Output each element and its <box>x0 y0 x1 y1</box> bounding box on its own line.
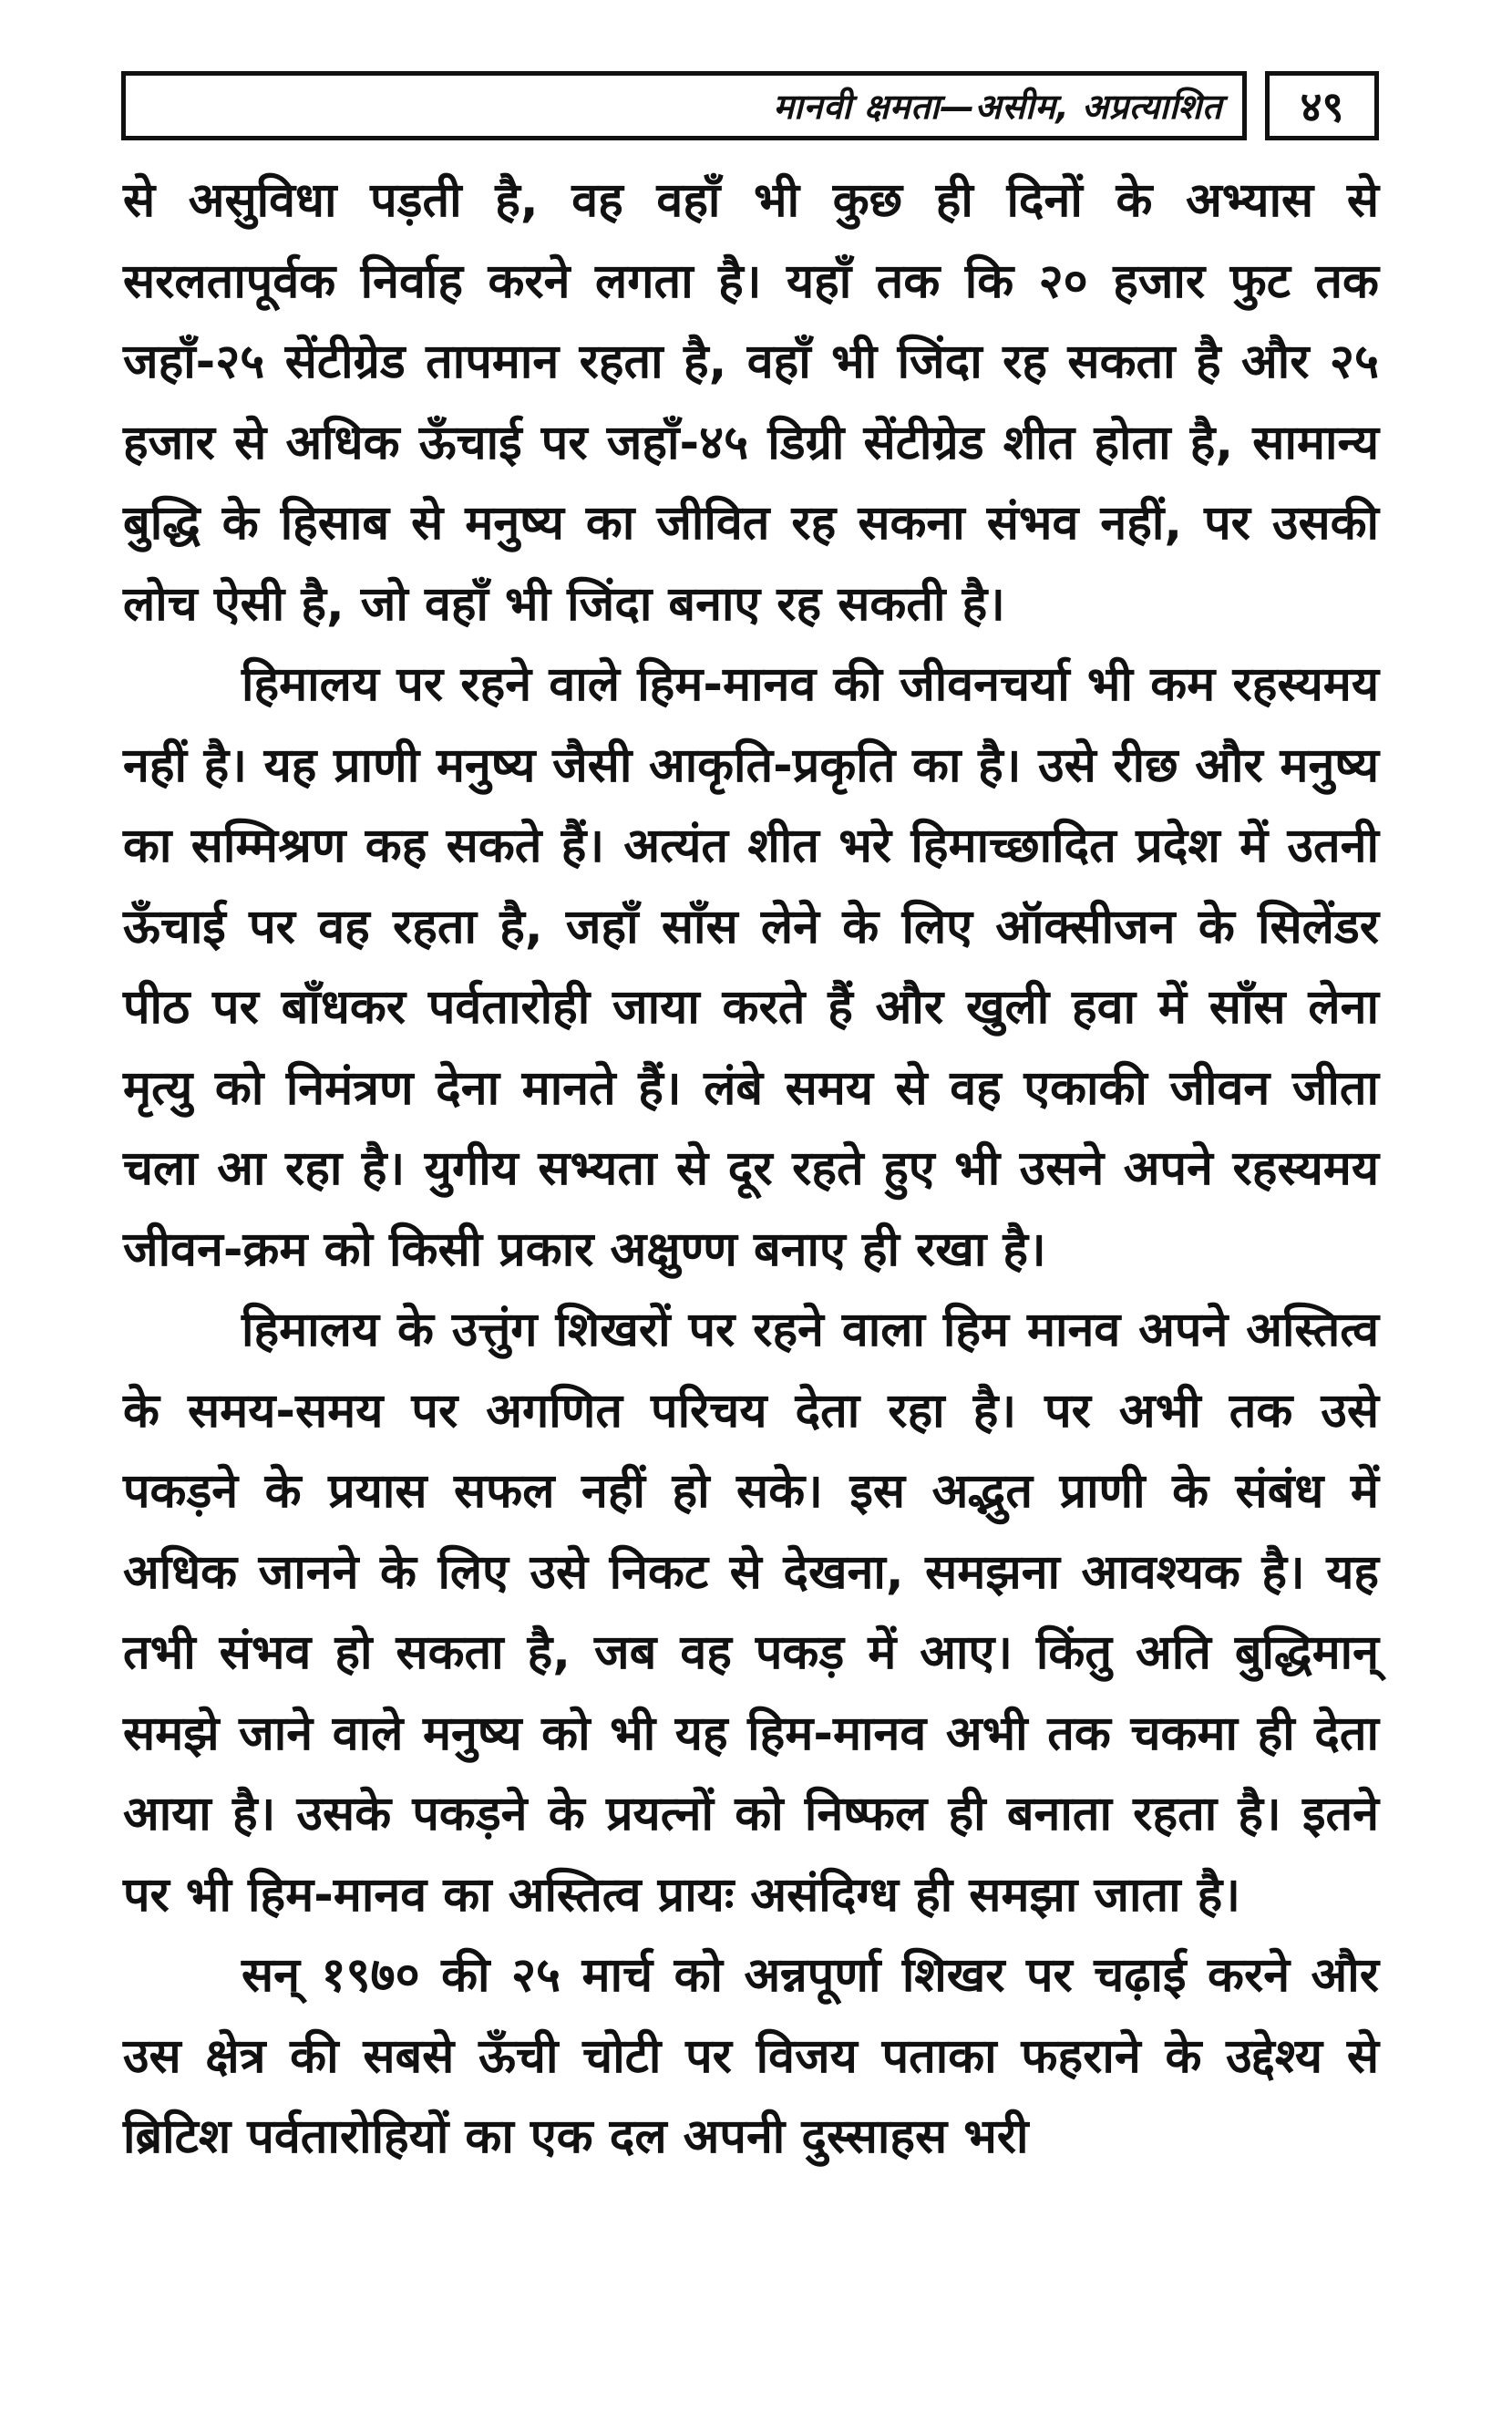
page-header <box>121 71 1379 144</box>
paragraph-annapurna-expedition: सन् १९७० की २५ मार्च को अन्नपूर्णा शिखर पर चढ़ाई करने और उस क्षेत्र की सबसे ऊँची चोटी पर विजय पताका फहराने के उद्देश्य से ब्रिटिश पर्वतारोहियों का एक दल अपनी दुस्साहस भरी <box>123 1948 1379 2164</box>
running-title-box <box>121 71 1247 140</box>
page-number-box <box>1265 71 1379 140</box>
paragraph-capture-attempts: हिमालय के उत्तुंग शिखरों पर रहने वाला हिम मानव अपने अस्तित्व के समय-समय पर अगणित परिचय देता रहा है। पर अभी तक उसे पकड़ने के प्रयास सफल नहीं हो सके। इस अद्भुत प्राणी के संबंध में अधिक जानने के लिए उसे निकट से देखना, समझना आवश्यक है। यह तभी संभव हो सकता है, जब वह पकड़ में आए। किंतु अति बुद्धिमान् समझे जाने वाले मनुष्य को भी यह हिम-मानव अभी तक चकमा ही देता आया है। उसके पकड़ने के प्रयत्नों को निष्फल ही बनाता रहता है। इतने पर भी हिम-मानव का अस्तित्व प्रायः असंदिग्ध ही समझा जाता है। <box>123 1303 1379 1923</box>
paragraph-continued: से असुविधा पड़ती है, वह वहाँ भी कुछ ही दिनों के अभ्यास से सरलतापूर्वक निर्वाह करने लगता है। यहाँ तक कि २० हजार फुट तक जहाँ-२५ सेंटीग्रेड तापमान रहता है, वहाँ भी जिंदा रह सकता है और २५ हजार से अधिक ऊँचाई पर जहाँ-४५ डिग्री सेंटीग्रेड शीत होता है, सामान्य बुद्धि के हिसाब से मनुष्य का जीवित रह सकना संभव नहीं, पर उसकी लोच ऐसी है, जो वहाँ भी जिंदा बनाए रह सकती है। <box>123 173 1379 632</box>
paragraph-himalaya-snowman: हिमालय पर रहने वाले हिम-मानव की जीवनचर्या भी कम रहस्यमय नहीं है। यह प्राणी मनुष्य जैसी आकृति-प्रकृति का है। उसे रीछ और मनुष्य का सम्मिश्रण कह सकते हैं। अत्यंत शीत भरे हिमाच्छादित प्रदेश में उतनी ऊँचाई पर वह रहता है, जहाँ साँस लेने के लिए ऑक्सीजन के सिलेंडर पीठ पर बाँधकर पर्वतारोही जाया करते हैं और खुली हवा में साँस लेना मृत्यु को निमंत्रण देना मानते हैं। लंबे समय से वह एकाकी जीवन जीता चला आ रहा है। युगीय सभ्यता से दूर रहते हुए भी उसने अपने रहस्यमय जीवन-क्रम को किसी प्रकार अक्षुण्ण बनाए ही रखा है। <box>123 657 1379 1277</box>
page-number: ४९ <box>1300 82 1344 131</box>
running-title: मानवी क्षमता—असीम, अप्रत्याशित <box>773 87 1222 127</box>
body-text <box>123 160 1379 2178</box>
